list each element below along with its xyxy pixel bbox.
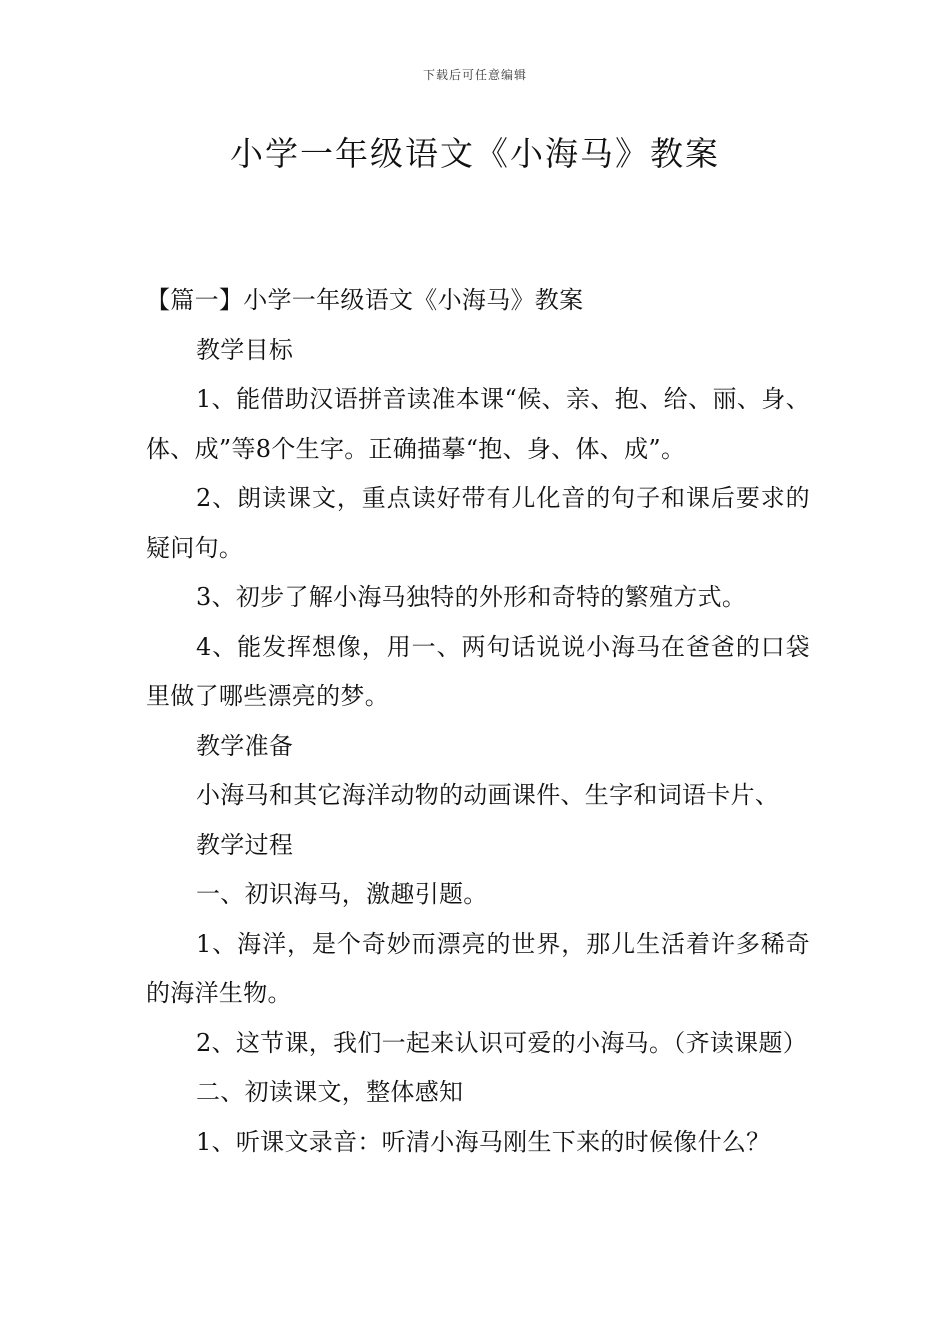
section-heading: 【篇一】小学一年级语文《小海马》教案 bbox=[146, 286, 584, 314]
process-step-1-item-2: 2、这节课，我们一起来认识可爱的小海马。（齐读课题） bbox=[196, 1028, 808, 1057]
process-step-2-item-1: 1、听课文录音：听清小海马刚生下来的时候像什么？ bbox=[196, 1127, 771, 1156]
goal-item-1: 1、能借助汉语拼音读准本课“候、亲、抱、给、丽、身、体、成”等8个生字。正确描摹“抱、身、体、成”。 bbox=[146, 385, 810, 463]
goal-item-2: 2、朗读课文，重点读好带有儿化音的句子和课后要求的疑问句。 bbox=[146, 484, 810, 562]
preparation-text: 小海马和其它海洋动物的动画课件、生字和词语卡片、 bbox=[196, 781, 780, 809]
goal-item-4: 4、能发挥想像，用一、两句话说说小海马在爸爸的口袋里做了哪些漂亮的梦。 bbox=[146, 632, 810, 710]
document-title: 小学一年级语文《小海马》教案 bbox=[230, 134, 720, 173]
process-step-1-heading: 一、初识海马，激趣引题。 bbox=[196, 880, 488, 908]
subheading-teaching-preparation: 教学准备 bbox=[196, 731, 294, 760]
process-step-1-item-1: 1、海洋，是个奇妙而漂亮的世界，那儿生活着许多稀奇的海洋生物。 bbox=[146, 929, 810, 1007]
goal-item-3: 3、初步了解小海马独特的外形和奇特的繁殖方式。 bbox=[196, 583, 747, 611]
process-step-2-heading: 二、初读课文，整体感知 bbox=[196, 1078, 464, 1106]
page-header-note: 下载后可任意编辑 bbox=[422, 68, 527, 82]
subheading-teaching-goals: 教学目标 bbox=[196, 335, 294, 364]
subheading-teaching-process: 教学过程 bbox=[196, 830, 294, 859]
document-body bbox=[146, 276, 810, 1167]
